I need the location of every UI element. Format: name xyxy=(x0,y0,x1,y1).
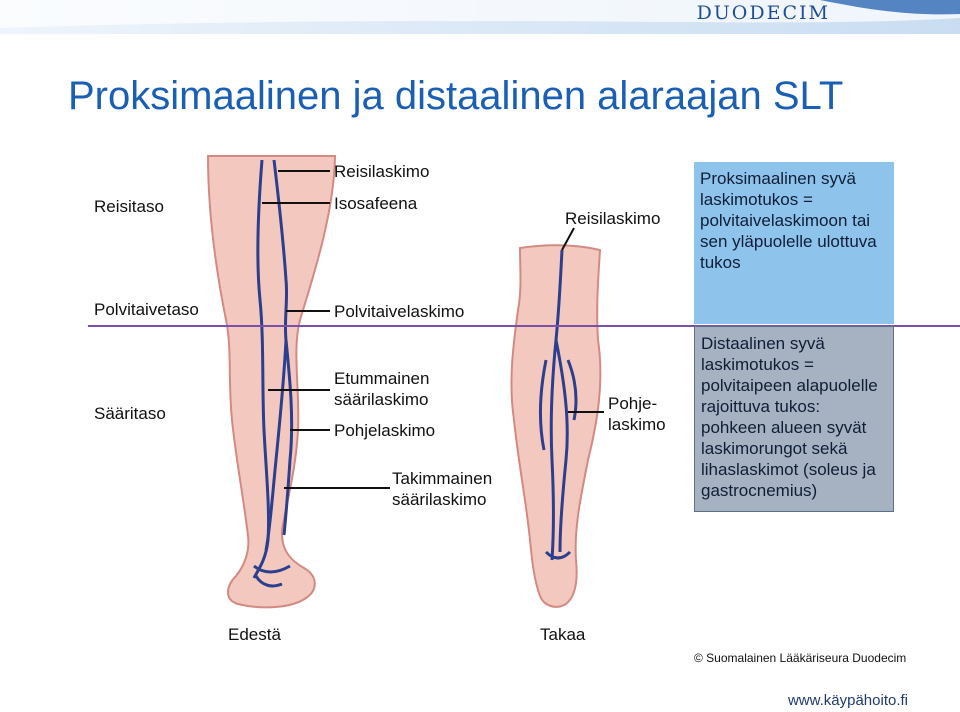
label-posterior-tibial xyxy=(392,468,492,510)
label-anterior-tibial-line1: Etummainen xyxy=(334,369,430,388)
website-link[interactable]: www.käypähoito.fi xyxy=(787,692,908,709)
view-back-label: Takaa xyxy=(540,625,586,644)
label-peroneal-back-line1: Pohje- xyxy=(608,394,658,413)
label-peroneal: Pohjelaskimo xyxy=(334,421,436,440)
proximal-dvt-box: Proksimaalinen syvä laskimotukos = polvitaivelaskimoon tai sen yläpuolelle ulottuva tukos xyxy=(694,162,894,324)
label-posterior-tibial-line2: säärilaskimo xyxy=(392,490,487,509)
label-saphenous: Isosafeena xyxy=(334,194,418,213)
distal-dvt-box: Distaalinen syvä laskimotukos = polvitaipeen alapuolelle rajoittuva tukos: pohkeen alueen syvät laskimorungot sekä lihaslaskimot (soleus ja gastrocnemius) xyxy=(694,326,894,512)
view-front-label: Edestä xyxy=(228,625,281,644)
duodecim-logo: DUODECIM xyxy=(696,2,830,24)
back-leg xyxy=(511,245,600,607)
copyright-notice: © Suomalainen Lääkäriseura Duodecim xyxy=(694,651,907,665)
label-peroneal-back xyxy=(608,393,666,435)
label-femoral-front: Reisilaskimo xyxy=(334,162,430,181)
label-femoral-back: Reisilaskimo xyxy=(565,209,661,228)
level-thigh: Reisitaso xyxy=(94,197,164,216)
level-knee: Polvitaivetaso xyxy=(94,300,199,319)
label-anterior-tibial-line2: säärilaskimo xyxy=(334,390,429,409)
label-anterior-tibial xyxy=(334,368,429,410)
level-calf: Sääritaso xyxy=(94,404,166,423)
page-title: Proksimaalinen ja distaalinen alaraajan SLT xyxy=(68,74,844,118)
label-peroneal-back-line2: laskimo xyxy=(608,415,666,434)
front-leg xyxy=(208,156,335,607)
label-posterior-tibial-line1: Takimmainen xyxy=(392,469,493,488)
label-popliteal: Polvitaivelaskimo xyxy=(334,302,465,321)
